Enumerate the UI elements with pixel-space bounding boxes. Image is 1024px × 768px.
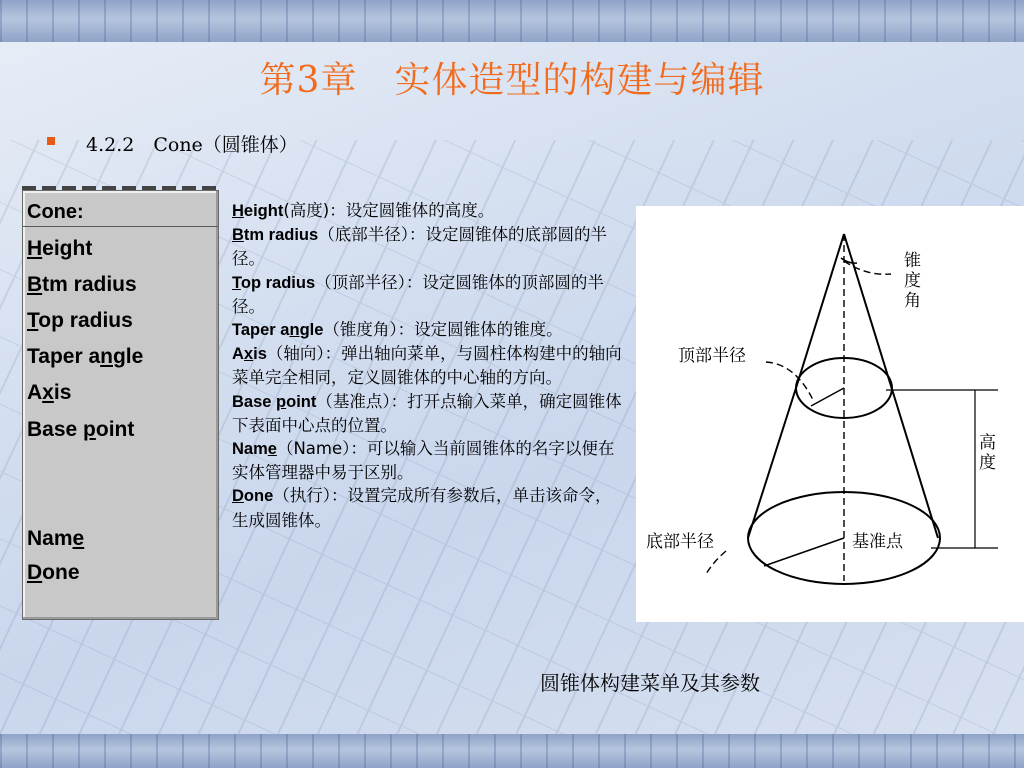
bullet-marker (47, 137, 55, 145)
desc-height: Height(高度)：设定圆锥体的高度。 (232, 201, 495, 220)
label-bottom-radius: 底部半径 (646, 532, 714, 552)
label-top-radius: 顶部半径 (678, 346, 746, 366)
bottom-radius-line (764, 538, 844, 566)
cone-diagram-svg (636, 206, 1024, 622)
label-taper-angle-char-1: 锥度角 (904, 251, 921, 311)
cone-left-lower-edge (748, 388, 796, 538)
menu-item-taper-angle[interactable]: Taper angle (27, 345, 144, 368)
desc-done: Done（执行）：设置完成所有参数后，单击该命令，生成圆锥体。 (232, 486, 612, 530)
cone-diagram (636, 206, 1024, 622)
bottom-decorative-band (0, 734, 1024, 768)
cone-left-edge (796, 234, 844, 388)
label-base-point: 基准点 (852, 532, 903, 552)
desc-base-point: Base point（基准点）：打开点输入菜单，确定圆锥体下表面中心点的位置。 (232, 391, 622, 435)
bottom-radius-leader (706, 551, 726, 574)
slide-title: 第3章 实体造型的构建与编辑 (259, 60, 765, 101)
desc-taper-angle: Taper angle（锥度角）：设定圆锥体的锥度。 (232, 320, 563, 340)
desc-top-radius: Top radius（顶部半径）：设定圆锥体的顶部圆的半径。 (232, 272, 604, 316)
top-decorative-band (0, 0, 1024, 42)
menu-item-done[interactable]: Done (27, 561, 80, 584)
parameter-descriptions (232, 199, 627, 532)
menu-item-name[interactable]: Name (27, 527, 85, 550)
menu-item-base-point[interactable]: Base point (27, 418, 135, 441)
cone-menu-panel (22, 190, 219, 620)
menu-item-axis[interactable]: Axis (27, 381, 72, 404)
menu-header: Cone: (23, 197, 218, 227)
menu-item-btm-radius[interactable]: Btm radius (27, 273, 137, 296)
desc-axis: Axis（轴向）：弹出轴向菜单，与圆柱体构建中的轴向菜单完全相同，定义圆锥体的中心轴的方向。 (232, 344, 622, 388)
desc-btm-radius: Btm radius（底部半径）：设定圆锥体的底部圆的半径。 (232, 225, 607, 269)
menu-item-top-radius[interactable]: Top radius (27, 309, 133, 332)
top-radius-line (811, 388, 844, 406)
figure-caption: 圆锥体构建菜单及其参数 (540, 671, 760, 695)
menu-item-height[interactable]: Height (27, 237, 93, 260)
label-height: 高度 (979, 433, 996, 473)
section-subheading: 4.2.2 Cone（圆锥体） (86, 134, 298, 156)
desc-name: Name（Name）：可以输入当前圆锥体的名字以便在实体管理器中易于区别。 (232, 439, 615, 483)
